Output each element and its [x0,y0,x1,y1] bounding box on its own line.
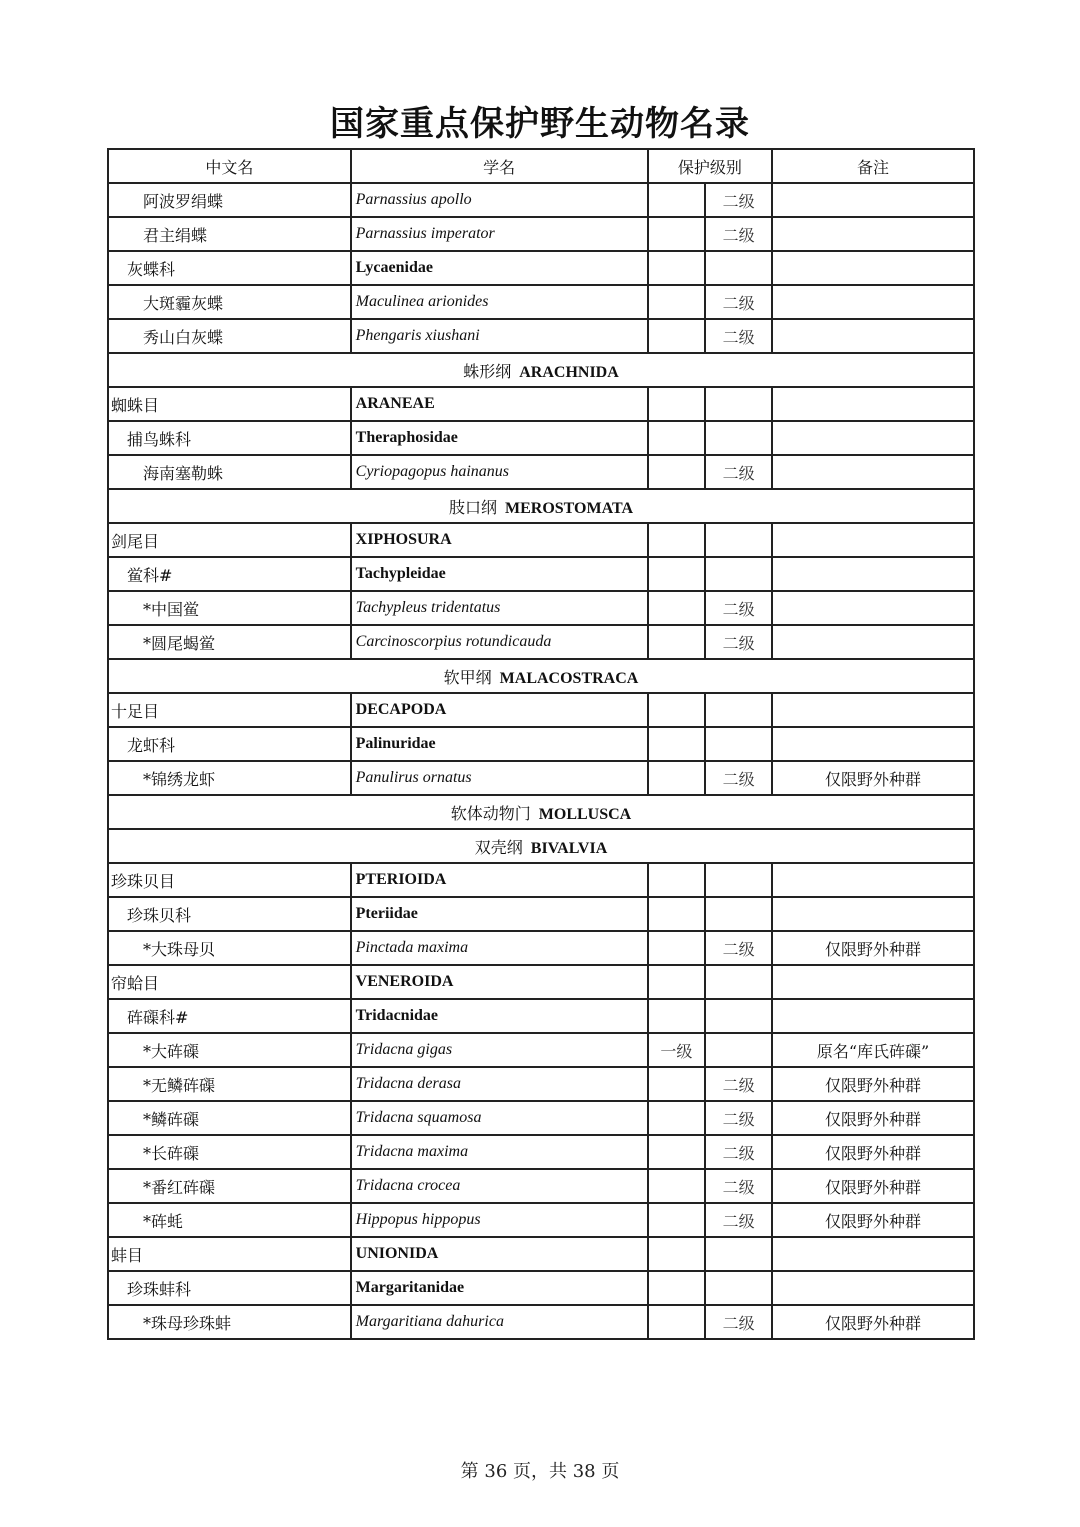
order-row [108,523,974,557]
chinese-name: *中国鲎 [108,591,351,625]
grade-first-class [648,387,706,421]
remarks [772,455,974,489]
scientific-name: Tridacna squamosa [351,1101,648,1135]
grade-first-class [648,693,706,727]
scientific-name: UNIONIDA [351,1237,648,1271]
order-row [108,693,974,727]
grade-first-class [648,999,706,1033]
remarks [772,387,974,421]
page-footer: 第 36 页，共 38 页 [460,1461,620,1482]
grade-first-class [648,591,706,625]
family-row [108,1271,974,1305]
section-chinese-name: 软体动物门 [450,805,531,823]
scientific-name: ARANEAE [351,387,648,421]
header-scientific-name: 学名 [351,149,648,183]
scientific-name: Phengaris xiushani [351,319,648,353]
grade-first-class [648,421,706,455]
grade-second-class [705,965,772,999]
grade-second-class [705,727,772,761]
grade-first-class [648,761,706,795]
scientific-name: Parnassius apollo [351,183,648,217]
grade-first-class [648,319,706,353]
section-heading [108,353,974,387]
grade-first-class [648,625,706,659]
grade-second-class: 二级 [705,455,772,489]
chinese-name: 珍珠贝目 [108,863,351,897]
section-chinese-name: 肢口纲 [448,499,497,517]
header-chinese-name: 中文名 [108,149,351,183]
chinese-name: 君主绢蝶 [108,217,351,251]
section-latin-name: MALACOSTRACA [499,669,639,687]
section-chinese-name: 蛛形纲 [463,363,512,381]
grade-second-class: 二级 [705,1169,772,1203]
chinese-name: 阿波罗绢蝶 [108,183,351,217]
grade-second-class [705,863,772,897]
grade-second-class: 二级 [705,319,772,353]
remarks: 仅限野外种群 [772,1169,974,1203]
section-latin-name: ARACHNIDA [519,363,619,381]
remarks [772,863,974,897]
order-row [108,965,974,999]
remarks: 仅限野外种群 [772,1101,974,1135]
scientific-name: Tachypleidae [351,557,648,591]
scientific-name: Tridacnidae [351,999,648,1033]
species-row [108,319,974,353]
remarks: 仅限野外种群 [772,1135,974,1169]
scientific-name: Pinctada maxima [351,931,648,965]
scientific-name: VENEROIDA [351,965,648,999]
species-row [108,183,974,217]
chinese-name: *锦绣龙虾 [108,761,351,795]
scientific-name: Tridacna gigas [351,1033,648,1067]
grade-first-class [648,727,706,761]
chinese-name: 珍珠蚌科 [108,1271,351,1305]
chinese-name: 大斑霾灰蝶 [108,285,351,319]
table-header-row [108,149,974,183]
chinese-name: 海南塞勒蛛 [108,455,351,489]
section-heading [108,795,974,829]
species-row [108,1305,974,1339]
grade-first-class [648,455,706,489]
species-row [108,285,974,319]
chinese-name: 蜘蛛目 [108,387,351,421]
chinese-name: *圆尾蝎鲎 [108,625,351,659]
scientific-name: Tachypleus tridentatus [351,591,648,625]
grade-second-class [705,421,772,455]
scientific-name: Maculinea arionides [351,285,648,319]
chinese-name: 珍珠贝科 [108,897,351,931]
grade-first-class [648,251,706,285]
grade-first-class [648,965,706,999]
species-row [108,625,974,659]
grade-second-class: 二级 [705,761,772,795]
order-row [108,1237,974,1271]
grade-second-class: 二级 [705,1203,772,1237]
section-latin-name: BIVALVIA [530,839,608,857]
scientific-name: XIPHOSURA [351,523,648,557]
grade-second-class [705,1271,772,1305]
remarks [772,625,974,659]
grade-first-class [648,1237,706,1271]
family-row [108,727,974,761]
remarks [772,999,974,1033]
grade-second-class: 二级 [705,217,772,251]
species-row [108,455,974,489]
grade-second-class: 二级 [705,1067,772,1101]
chinese-name: 秀山白灰蝶 [108,319,351,353]
grade-second-class: 二级 [705,183,772,217]
grade-first-class [648,1135,706,1169]
chinese-name: *砗蚝 [108,1203,351,1237]
grade-second-class [705,557,772,591]
chinese-name: 捕鸟蛛科 [108,421,351,455]
chinese-name: *鳞砗磲 [108,1101,351,1135]
family-row [108,897,974,931]
family-row [108,557,974,591]
section-row [108,829,974,863]
remarks [772,285,974,319]
grade-second-class [705,523,772,557]
grade-second-class [705,387,772,421]
remarks [772,319,974,353]
scientific-name: Cyriopagopus hainanus [351,455,648,489]
section-chinese-name: 软甲纲 [443,669,492,687]
scientific-name: Palinuridae [351,727,648,761]
grade-second-class [705,1033,772,1067]
order-row [108,387,974,421]
section-heading [108,829,974,863]
remarks [772,421,974,455]
scientific-name: Theraphosidae [351,421,648,455]
scientific-name: Margaritanidae [351,1271,648,1305]
grade-first-class [648,1271,706,1305]
remarks [772,727,974,761]
grade-first-class [648,931,706,965]
chinese-name: 龙虾科 [108,727,351,761]
species-row [108,1033,974,1067]
page-title: 国家重点保护野生动物名录 [330,104,750,144]
species-row [108,591,974,625]
grade-second-class: 二级 [705,625,772,659]
scientific-name: Tridacna crocea [351,1169,648,1203]
grade-second-class [705,1237,772,1271]
remarks: 仅限野外种群 [772,1305,974,1339]
remarks [772,1271,974,1305]
remarks [772,217,974,251]
family-row [108,999,974,1033]
grade-first-class [648,897,706,931]
remarks: 仅限野外种群 [772,1203,974,1237]
grade-second-class [705,693,772,727]
species-row [108,1101,974,1135]
chinese-name: 灰蝶科 [108,251,351,285]
remarks [772,693,974,727]
species-row [108,1067,974,1101]
grade-second-class [705,251,772,285]
grade-second-class: 二级 [705,1305,772,1339]
order-row [108,863,974,897]
species-row [108,1203,974,1237]
chinese-name: *番红砗磲 [108,1169,351,1203]
chinese-name: 十足目 [108,693,351,727]
scientific-name: Pteriidae [351,897,648,931]
grade-second-class: 二级 [705,591,772,625]
remarks: 仅限野外种群 [772,931,974,965]
species-row [108,761,974,795]
chinese-name: *大珠母贝 [108,931,351,965]
header-protection-level: 保护级别 [648,149,772,183]
remarks [772,591,974,625]
species-table [107,148,975,1340]
chinese-name: *大砗磲 [108,1033,351,1067]
section-latin-name: MEROSTOMATA [505,499,634,517]
chinese-name: 鲎科# [108,557,351,591]
scientific-name: Parnassius imperator [351,217,648,251]
grade-first-class [648,1203,706,1237]
remarks [772,897,974,931]
grade-second-class [705,999,772,1033]
grade-second-class: 二级 [705,1135,772,1169]
family-row [108,251,974,285]
scientific-name: Lycaenidae [351,251,648,285]
species-row [108,1135,974,1169]
header-remarks: 备注 [772,149,974,183]
grade-first-class [648,523,706,557]
species-row [108,1169,974,1203]
chinese-name: 剑尾目 [108,523,351,557]
chinese-name: *珠母珍珠蚌 [108,1305,351,1339]
grade-first-class [648,1169,706,1203]
remarks [772,251,974,285]
grade-first-class: 一级 [648,1033,706,1067]
section-row [108,659,974,693]
scientific-name: Tridacna maxima [351,1135,648,1169]
remarks: 仅限野外种群 [772,761,974,795]
chinese-name: *无鳞砗磲 [108,1067,351,1101]
grade-second-class: 二级 [705,285,772,319]
scientific-name: Margaritiana dahurica [351,1305,648,1339]
section-heading [108,659,974,693]
grade-first-class [648,1101,706,1135]
section-row [108,353,974,387]
scientific-name: Hippopus hippopus [351,1203,648,1237]
remarks [772,965,974,999]
species-row [108,217,974,251]
remarks [772,1237,974,1271]
species-row [108,931,974,965]
grade-first-class [648,1067,706,1101]
grade-first-class [648,863,706,897]
grade-first-class [648,183,706,217]
scientific-name: Panulirus ornatus [351,761,648,795]
scientific-name: DECAPODA [351,693,648,727]
chinese-name: 帘蛤目 [108,965,351,999]
grade-second-class [705,897,772,931]
chinese-name: 砗磲科# [108,999,351,1033]
remarks [772,183,974,217]
remarks [772,557,974,591]
chinese-name: *长砗磲 [108,1135,351,1169]
section-heading [108,489,974,523]
grade-first-class [648,1305,706,1339]
section-chinese-name: 双壳纲 [474,839,523,857]
grade-first-class [648,557,706,591]
grade-second-class: 二级 [705,1101,772,1135]
grade-second-class: 二级 [705,931,772,965]
remarks: 原名“库氏砗磲” [772,1033,974,1067]
section-row [108,489,974,523]
grade-first-class [648,285,706,319]
grade-first-class [648,217,706,251]
section-row [108,795,974,829]
scientific-name: Carcinoscorpius rotundicauda [351,625,648,659]
remarks [772,523,974,557]
chinese-name: 蚌目 [108,1237,351,1271]
scientific-name: Tridacna derasa [351,1067,648,1101]
section-latin-name: MOLLUSCA [538,805,632,823]
scientific-name: PTERIOIDA [351,863,648,897]
remarks: 仅限野外种群 [772,1067,974,1101]
family-row [108,421,974,455]
